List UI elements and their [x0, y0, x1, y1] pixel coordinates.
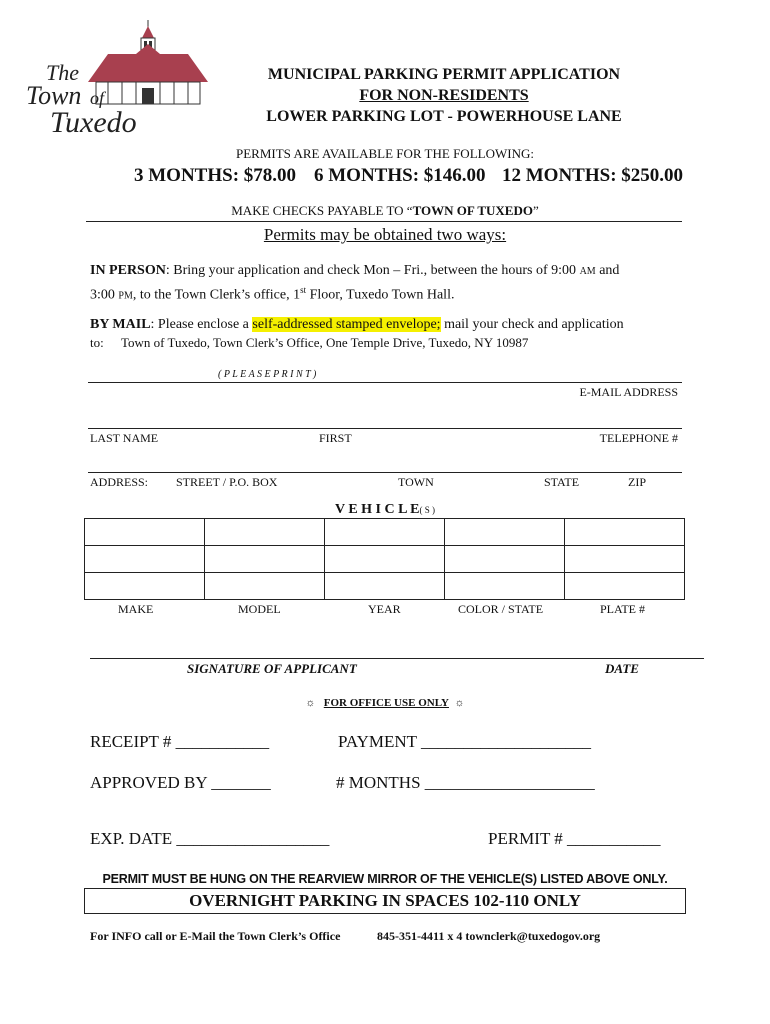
- by-mail-text-1: : Please enclose a: [150, 317, 253, 332]
- signature-label: SIGNATURE OF APPLICANT: [187, 661, 357, 676]
- signature-line: [90, 658, 704, 659]
- in-person-label: IN PERSON: [90, 263, 166, 278]
- last-name-label: LAST NAME: [90, 431, 159, 445]
- checks-suffix: ”: [532, 203, 539, 218]
- footer-contact: 845-351-4411 x 4 townclerk@tuxedogov.org: [377, 929, 601, 943]
- checks-prefix: MAKE CHECKS PAYABLE TO “: [231, 203, 413, 218]
- vehicle-make-cell[interactable]: [85, 573, 205, 600]
- price-3-months: 3 MONTHS: $78.00: [134, 165, 297, 186]
- floor-superscript: st: [300, 285, 307, 295]
- vehicle-row: [85, 519, 685, 546]
- street-label: STREET / P.O. BOX: [176, 475, 278, 489]
- first-name-label: FIRST: [319, 431, 352, 445]
- col-make: MAKE: [118, 602, 154, 616]
- vehicle-year-cell[interactable]: [325, 573, 445, 600]
- name-line: [88, 428, 682, 429]
- town-logo: [24, 18, 214, 138]
- vehicle-make-cell[interactable]: [85, 546, 205, 573]
- hung-notice: PERMIT MUST BE HUNG ON THE REARVIEW MIRROR OF THE VEHICLE(S) LISTED ABOVE ONLY.: [102, 872, 668, 886]
- vehicle-color-state-cell[interactable]: [445, 519, 565, 546]
- vehicle-plate-cell[interactable]: [565, 573, 685, 600]
- col-model: MODEL: [238, 602, 281, 616]
- overnight-box: OVERNIGHT PARKING IN SPACES 102-110 ONLY: [84, 888, 686, 914]
- vehicle-row: [85, 573, 685, 600]
- title-line-3: LOWER PARKING LOT - POWERHOUSE LANE: [266, 108, 622, 125]
- date-label: DATE: [605, 661, 639, 676]
- permit-number-field: PERMIT # ___________: [488, 829, 661, 848]
- am-label: AM: [579, 266, 596, 277]
- mailing-address: Town of Tuxedo, Town Clerk’s Office, One Temple Drive, Tuxedo, NY 10987: [121, 335, 529, 350]
- please-print: ( P L E A S E P R I N T ): [218, 369, 317, 380]
- in-person-text-3: 3:00: [90, 287, 119, 303]
- by-mail-paragraph: [90, 316, 690, 334]
- vehicle-model-cell[interactable]: [205, 573, 325, 600]
- vehicle-title: V E H I C L E: [334, 502, 420, 517]
- vehicle-plate-cell[interactable]: [565, 546, 685, 573]
- approved-by-field: APPROVED BY _______: [90, 773, 271, 792]
- logo-text-of: of: [90, 88, 105, 108]
- vehicle-color-state-cell[interactable]: [445, 573, 565, 600]
- pm-label: PM: [118, 290, 133, 302]
- email-line: [88, 382, 682, 383]
- receipt-field: RECEIPT # ___________: [90, 732, 270, 751]
- vehicle-year-cell[interactable]: [325, 546, 445, 573]
- logo-text-tuxedo: Tuxedo: [50, 106, 137, 138]
- checks-payable: [0, 203, 770, 219]
- ways-heading: Permits may be obtained two ways:: [263, 225, 507, 244]
- in-person-text-4: , to the Town Clerk’s office, 1: [132, 287, 301, 303]
- town-hall-icon: [24, 18, 214, 138]
- logo-text-town: Town: [26, 81, 82, 110]
- permits-intro: PERMITS ARE AVAILABLE FOR THE FOLLOWING:: [236, 146, 534, 161]
- by-mail-label: BY MAIL: [90, 317, 151, 332]
- in-person-text-1: : Bring your application and check Mon – Fri., between the hours of 9:00: [165, 263, 580, 278]
- col-year: YEAR: [368, 602, 401, 616]
- sun-icon: ☼: [305, 697, 316, 709]
- divider-top: [86, 221, 682, 222]
- address-line: [88, 472, 682, 473]
- by-mail-text-2: mail your check and application: [440, 317, 624, 332]
- vehicle-color-state-cell[interactable]: [445, 546, 565, 573]
- state-label: STATE: [544, 475, 580, 489]
- payment-field: PAYMENT ____________________: [338, 732, 591, 751]
- email-label: E-MAIL ADDRESS: [579, 385, 678, 399]
- office-use-label: FOR OFFICE USE ONLY: [323, 697, 449, 709]
- col-plate: PLATE #: [600, 602, 645, 616]
- in-person-paragraph: [90, 262, 690, 306]
- vehicle-heading: [0, 500, 770, 518]
- telephone-label: TELEPHONE #: [599, 431, 678, 445]
- in-person-text-5: Floor, Tuxedo Town Hall.: [306, 287, 455, 303]
- vehicle-table: [84, 518, 685, 600]
- in-person-text-2: and: [595, 263, 620, 278]
- sun-icon: ☼: [454, 697, 465, 709]
- zip-label: ZIP: [628, 475, 646, 489]
- footer-info: For INFO call or E-Mail the Town Clerk’s Office: [90, 929, 341, 943]
- months-field: # MONTHS ____________________: [336, 773, 595, 792]
- title-line-2: FOR NON-RESIDENTS: [359, 87, 529, 104]
- logo-text-the: The: [46, 60, 79, 85]
- vehicle-suffix: ( S ): [419, 505, 436, 515]
- price-12-months: 12 MONTHS: $250.00: [502, 165, 684, 186]
- title-line-1: MUNICIPAL PARKING PERMIT APPLICATION: [267, 66, 621, 83]
- vehicle-model-cell[interactable]: [205, 519, 325, 546]
- office-use-heading: [0, 697, 770, 709]
- vehicle-make-cell[interactable]: [85, 519, 205, 546]
- checks-payee: TOWN OF TUXEDO: [412, 203, 533, 218]
- vehicle-year-cell[interactable]: [325, 519, 445, 546]
- highlighted-envelope-text: self-addressed stamped envelope;: [252, 317, 441, 332]
- address-label: ADDRESS:: [90, 475, 149, 489]
- town-label: TOWN: [398, 475, 434, 489]
- price-6-months: 6 MONTHS: $146.00: [314, 165, 486, 186]
- vehicle-model-cell[interactable]: [205, 546, 325, 573]
- col-color-state: COLOR / STATE: [458, 602, 544, 616]
- vehicle-row: [85, 546, 685, 573]
- vehicle-plate-cell[interactable]: [565, 519, 685, 546]
- exp-date-field: EXP. DATE __________________: [90, 829, 330, 848]
- by-mail-to: to:: [90, 335, 104, 350]
